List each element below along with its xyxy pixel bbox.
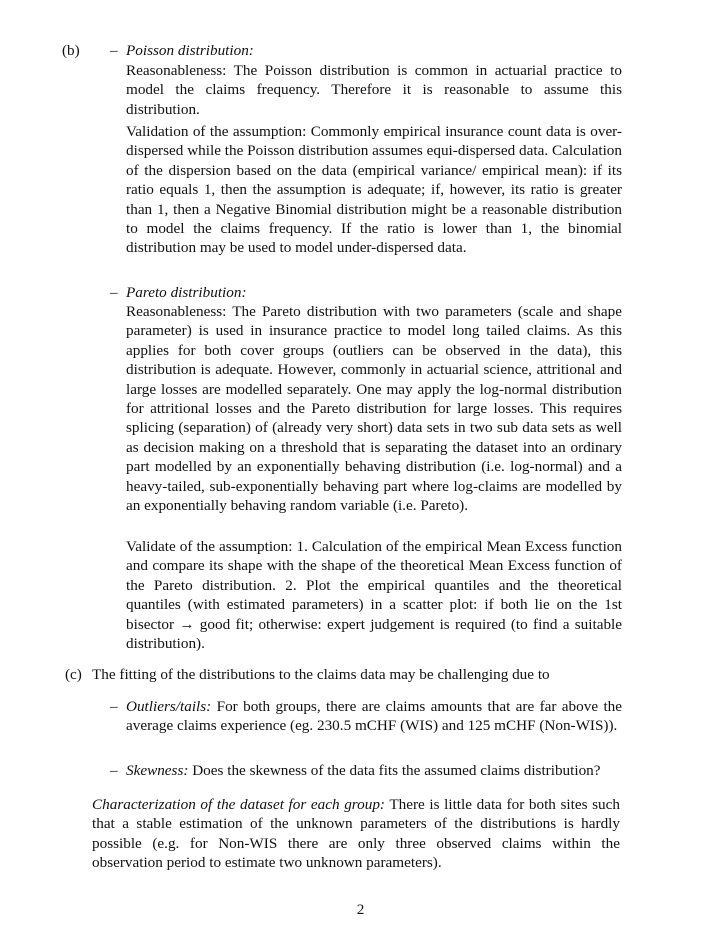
bullet-dash: – <box>110 762 118 779</box>
skewness-item <box>126 761 656 780</box>
bullet-dash: – <box>110 42 118 59</box>
item-label-c: (c) <box>65 666 82 683</box>
characterization-text: There is little data for both sites such that a stable estimation of the unknown parameters of the distributions is hardly possible (e.g. for Non-WIS there are only three observed claims within the observation period to estimate two unknown parameters). <box>92 796 620 872</box>
poisson-reasonableness: Reasonableness: The Poisson distribution is common in actuarial practice to model the claims frequency. Therefore it is reasonable to assume this distribution. <box>126 62 622 118</box>
outliers-heading: Outliers/tails: <box>126 698 212 715</box>
bullet-dash: – <box>110 698 118 715</box>
bullet-dash: – <box>110 284 118 301</box>
page-number: 2 <box>356 901 365 918</box>
outliers-item <box>126 697 622 736</box>
skewness-heading: Skewness: <box>126 762 189 779</box>
characterization-paragraph <box>92 795 620 873</box>
outliers-text: For both groups, there are claims amounts that are far above the average claims experience (eg. 230.5 mCHF (WIS) and 125 mCHF (Non-WIS)). <box>126 698 623 735</box>
poisson-heading: Poisson distribution: <box>126 42 254 59</box>
poisson-validation: Validation of the assumption: Commonly empirical insurance count data is over-dispersed while the Poisson distribution assumes equi-dispersed data. Calculation of the dispersion based on the data (empirical variance/ empirical mean): if its ratio equals 1, then the assumption is adequate; if, however, its ratio is greater than 1, then a Negative Binomial distribution might be a reasonable distribution to model the claims frequency. If the ratio is lower than 1, the binomial distribution may be used to model under-dispersed data. <box>126 123 622 257</box>
pareto-reasonableness: Reasonableness: The Pareto distribution with two parameters (scale and shape parameter) is used in insurance practice to model long tailed claims. As this applies for both cover groups (outliers can be observed in the data), this distribution is adequate. However, commonly in actuarial science, attritional and large losses are modelled separately. One may apply the log-normal distribution for attritional losses and the Pareto distribution for large losses. This requires splicing (separation) of (already very short) data sets in two sub data sets as well as decision making on a threshold that is separating the dataset into an ordinary part modelled by an exponentially behaving distribution (i.e. log-normal) and a heavy-tailed, sub-exponentially behaving part where log-claims are modelled by an exponentially behaving random variable (i.e. Pareto). <box>126 303 622 515</box>
pareto-validation: Validate of the assumption: 1. Calculation of the empirical Mean Excess function and compare its shape with the shape of the theoretical Mean Excess function of the Pareto distribution. 2. Plot the empirical quantiles and the theoretical quantiles (with estimated parameters) in a scatter plot: if both lie on the 1st bisector → good fit; otherwise: expert judgement is required (to find a suitable distribution). <box>126 538 622 653</box>
pareto-heading: Pareto distribution: <box>126 284 247 301</box>
item-label-b: (b) <box>62 42 80 59</box>
characterization-heading: Characterization of the dataset for each group: <box>92 796 385 813</box>
c-intro: The fitting of the distributions to the claims data may be challenging due to <box>92 666 550 683</box>
skewness-text: Does the skewness of the data fits the assumed claims distribution? <box>192 762 601 779</box>
